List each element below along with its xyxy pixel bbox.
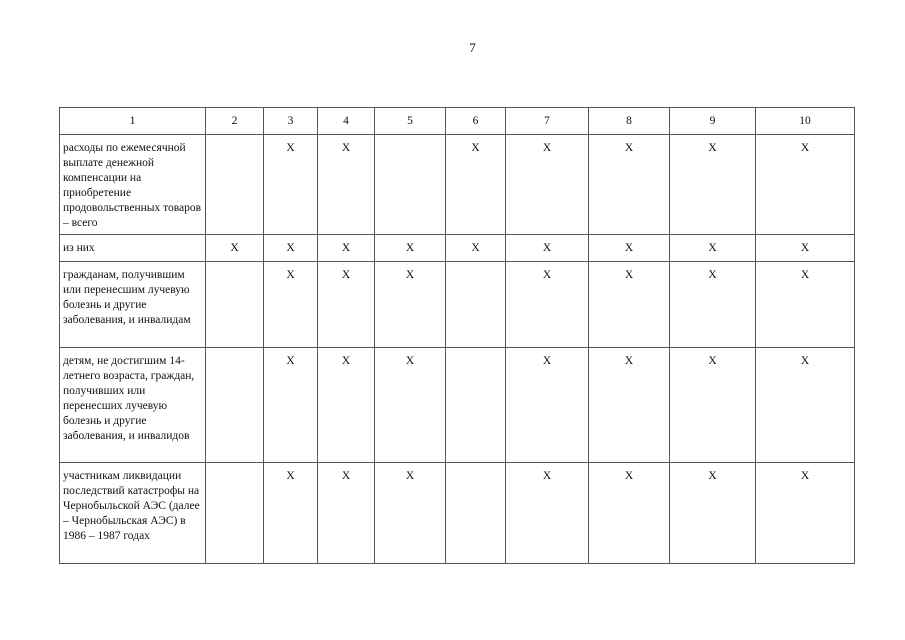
mark-cell: Х [756,135,855,235]
mark-cell: Х [756,348,855,463]
mark-cell: Х [589,262,670,348]
data-table [59,107,855,564]
mark-cell: Х [375,463,446,564]
column-header: 3 [264,108,318,135]
mark-cell: Х [206,235,264,262]
mark-cell: Х [506,262,589,348]
mark-cell: Х [318,348,375,463]
mark-cell: Х [375,262,446,348]
mark-cell: Х [264,235,318,262]
table-header-row [60,108,855,135]
column-header: 4 [318,108,375,135]
row-label: расходы по ежемесячной выплате денежной компенсации на приобретение продовольственных товаров – всего [60,135,206,235]
row-label: из них [60,235,206,262]
page-number: 7 [469,40,476,55]
table-row [60,235,855,262]
mark-cell: Х [756,235,855,262]
mark-cell: Х [756,262,855,348]
row-label: гражданам, получившим или перенесшим лучевую болезнь и другие заболевания, и инвалидам [60,262,206,348]
mark-cell: Х [589,235,670,262]
mark-cell [375,135,446,235]
mark-cell: Х [670,135,756,235]
mark-cell: Х [446,235,506,262]
mark-cell: Х [506,235,589,262]
column-header: 1 [60,108,206,135]
table-row [60,348,855,463]
mark-cell: Х [670,235,756,262]
mark-cell: Х [264,135,318,235]
column-header: 9 [670,108,756,135]
row-label: участникам ликвидации последствий катастрофы на Чернобыльской АЭС (далее – Чернобыльская АЭС) в 1986 – 1987 годах [60,463,206,564]
mark-cell: Х [670,262,756,348]
mark-cell: Х [375,235,446,262]
mark-cell [206,348,264,463]
mark-cell: Х [506,348,589,463]
mark-cell: Х [506,463,589,564]
mark-cell: Х [318,135,375,235]
column-header: 5 [375,108,446,135]
mark-cell [446,463,506,564]
column-header: 7 [506,108,589,135]
mark-cell: Х [589,463,670,564]
mark-cell [446,348,506,463]
mark-cell: Х [318,235,375,262]
mark-cell: Х [670,463,756,564]
table-row [60,135,855,235]
mark-cell [206,463,264,564]
column-header: 6 [446,108,506,135]
mark-cell: Х [318,262,375,348]
mark-cell [206,135,264,235]
mark-cell [206,262,264,348]
mark-cell: Х [670,348,756,463]
column-header: 2 [206,108,264,135]
mark-cell: Х [589,348,670,463]
mark-cell: Х [506,135,589,235]
mark-cell: Х [264,463,318,564]
mark-cell: Х [446,135,506,235]
mark-cell: Х [589,135,670,235]
table-row [60,262,855,348]
mark-cell: Х [264,262,318,348]
column-header: 10 [756,108,855,135]
mark-cell: Х [375,348,446,463]
mark-cell: Х [756,463,855,564]
mark-cell: Х [264,348,318,463]
mark-cell: Х [318,463,375,564]
row-label: детям, не достигшим 14-летнего возраста, граждан, получивших или перенесших лучевую болезнь и другие заболевания, и инвалидов [60,348,206,463]
column-header: 8 [589,108,670,135]
table-row [60,463,855,564]
mark-cell [446,262,506,348]
